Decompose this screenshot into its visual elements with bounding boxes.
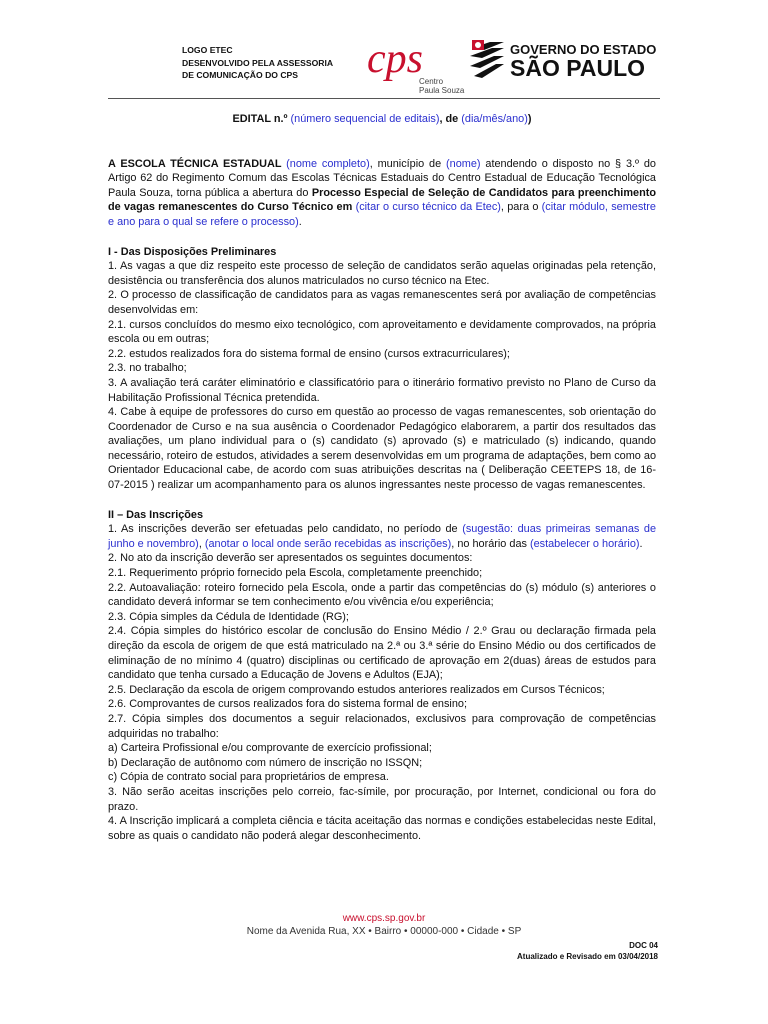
intro-text-5: , para o (500, 201, 542, 214)
intro-text-6: . (298, 215, 302, 228)
s2-item-2: 2. No ato da inscrição deverão ser apresentados os seguintes documentos: (108, 552, 473, 565)
s2-item-2-2: 2.2. Autoavaliação: roteiro fornecido pela Escola, onde a partir das competências do (s) módulo (s) anteriores o candidato deverá informar se tem conhecimento e/ou vivência e/ou experiência; (108, 581, 656, 609)
s1-item-2-3: 2.3. no trabalho; (108, 362, 187, 375)
intro-paragraph (108, 157, 656, 230)
header-line-2: DESENVOLVIDO PELA ASSESSORIA (182, 57, 334, 68)
cps-logo (367, 36, 465, 98)
intro-city-placeholder: (nome) (446, 157, 481, 170)
title-date-placeholder: (dia/mês/ano) (461, 113, 528, 125)
s1-item-2-2: 2.2. estudos realizados fora do sistema formal de ensino (cursos extracurriculares); (108, 347, 510, 360)
intro-module-placeholder: (citar módulo, semestre e ano para o qual se refere o processo) (108, 201, 656, 228)
intro-course-placeholder: (citar o curso técnico da Etec) (355, 201, 501, 214)
header-divider (108, 98, 660, 99)
title-prefix: EDITAL n.º (232, 113, 291, 125)
title-mid: , de (439, 113, 462, 125)
s2-item-2-7: 2.7. Cópia simples dos documentos a seguir relacionados, exclusivos para comprovação de competências adquiridas no trabalho: (108, 712, 656, 740)
page-header (0, 0, 768, 100)
s2-item-1: 1. As inscrições deverão ser efetuadas pelo candidato, no período de (sugestão: duas primeiras semanas de junho e novembro), (anotar o local onde serão recebidas as inscrições), no horário das (estabelecer o horário). (108, 523, 657, 550)
s2-item-4: 4. A Inscrição implicará a completa ciência e tácita aceitação das normas e condições estabelecidas neste Edital, sobre as quais o candidato não poderá alegar desconhecimento. (108, 815, 656, 842)
s2-item-2-5: 2.5. Declaração da escola de origem comprovando estudos anteriores realizados em Cursos Técnicos; (108, 683, 605, 696)
sao-paulo-flag-icon (470, 40, 504, 78)
sao-paulo-government-logo (470, 38, 670, 82)
s2-period-placeholder: (sugestão: duas primeiras semanas de junho e novembro) (108, 523, 657, 550)
cps-logo-sub1: Centro (419, 77, 444, 86)
s2-item-2-6: 2.6. Comprovantes de cursos realizados fora do sistema formal de ensino; (108, 698, 467, 711)
document-meta (517, 940, 658, 962)
cps-logo-mark: cps (367, 36, 423, 82)
s2-item-c: c) Cópia de contrato social para proprietários de empresa. (108, 771, 389, 784)
s2-item-b: b) Declaração de autônomo com número de inscrição no ISSQN; (108, 756, 423, 769)
intro-process: Processo Especial de Seleção de Candidatos para preenchimento de vagas remanescentes do Curso Técnico em (108, 186, 656, 214)
etec-logo-placeholder (182, 44, 333, 82)
footer-website-link[interactable]: www.cps.sp.gov.br (342, 913, 426, 924)
header-line-1: LOGO ETEC (182, 45, 233, 55)
doc-number: DOC 04 (629, 941, 658, 950)
title-number-placeholder: (número sequencial de editais) (290, 113, 440, 125)
s1-item-3: 3. A avaliação terá caráter eliminatório e classificatório para o itinerário formativo previsto no Plano de Curso da Habilitação Profissional Técnica pretendida. (108, 376, 656, 404)
page-footer (108, 912, 660, 938)
intro-text-3: atendendo o disposto no § 3.º do Artigo 62 do Regimento Comum das Escolas Técnicas Estaduais do Centro Estadual de Educação Tecnológica Paula Souza, torna pública a abertura do (108, 157, 656, 199)
s2-item-3: 3. Não serão aceitas inscrições pelo correio, fac-símile, por procuração, por Internet, condicional ou fora do prazo. (108, 785, 656, 813)
edital-body (108, 112, 656, 843)
s2-location-placeholder: (anotar o local onde serão recebidas as inscrições) (204, 537, 452, 550)
s1-item-1: 1. As vagas a que diz respeito este processo de seleção de candidatos serão aquelas originadas pela retenção, desistência ou transferência dos alunos matriculados no curso técnico na Etec. (108, 260, 656, 287)
intro-text-2: , município de (369, 157, 447, 170)
s1-item-4: 4. Cabe à equipe de professores do curso em questão ao processo de vagas remanescentes, sob orientação do Coordenador de Curso e na sua ausência o Coordenador Pedagógico elaborarem, a partir dos resultados das avaliações, um plano individual para o (s) candidato (s) aprovado (s) e matriculado (s) indicando, quando necessário, roteiro de estudos, atividades a serem desenvolvidas em um programa de adaptações, bem como ao Orientador Educacional cabe, de acordo com suas atribuições descritas na ( Deliberação CEETEPS 18, de 16-07-2015 ) realizar um acompanhamento para os alunos ingressantes neste processo de vagas remanescentes. (108, 406, 656, 492)
footer-address: Nome da Avenida Rua, XX • Bairro • 00000-000 • Cidade • SP (246, 926, 522, 937)
intro-school: A ESCOLA TÉCNICA ESTADUAL (108, 157, 287, 170)
s2-item-a: a) Carteira Profissional e/ou comprovante de exercício profissional; (108, 742, 432, 755)
section-1-heading: I - Das Disposições Preliminares (108, 245, 277, 258)
header-line-3: DE COMUNICAÇÃO DO CPS (182, 70, 299, 80)
s2-item-2-3: 2.3. Cópia simples da Cédula de Identidade (RG); (108, 610, 349, 623)
intro-school-name-placeholder: (nome completo) (286, 157, 370, 170)
gov-logo-line1: GOVERNO DO ESTADO (510, 42, 657, 57)
section-2-heading: II – Das Inscrições (108, 508, 204, 521)
revision-date: Atualizado e Revisado em 03/04/2018 (517, 952, 658, 961)
edital-title: EDITAL n.º (número sequencial de editais), de (dia/mês/ano)) (232, 113, 532, 125)
s2-item-2-1: 2.1. Requerimento próprio fornecido pela Escola, completamente preenchido; (108, 567, 483, 580)
gov-logo-line2: SÃO PAULO (510, 55, 646, 81)
s2-item-2-4: 2.4. Cópia simples do histórico escolar de conclusão do Ensino Médio / 2.º Grau ou declaração firmada pela direção da escola de origem de que está matriculado na 2.ª ou 3.ª série do Ensino Médio ou dos certificados de eliminação de no mínimo 4 (quatro) disciplinas ou certificado de aprovação em 2(duas) áreas de estudos para candidato que tenha cursado a Educação de Jovens e Adultos (EJA); (108, 625, 656, 682)
s1-item-2-1: 2.1. cursos concluídos do mesmo eixo tecnológico, com aproveitamento e devidamente comprovados, na própria escola ou em outras; (108, 318, 656, 346)
s2-hours-placeholder: (estabelecer o horário) (529, 537, 640, 550)
cps-logo-sub2: Paula Souza (419, 86, 465, 95)
s1-item-2: 2. O processo de classificação de candidatos para as vagas remanescentes será por avaliação de competências desenvolvidas em: (108, 289, 656, 316)
